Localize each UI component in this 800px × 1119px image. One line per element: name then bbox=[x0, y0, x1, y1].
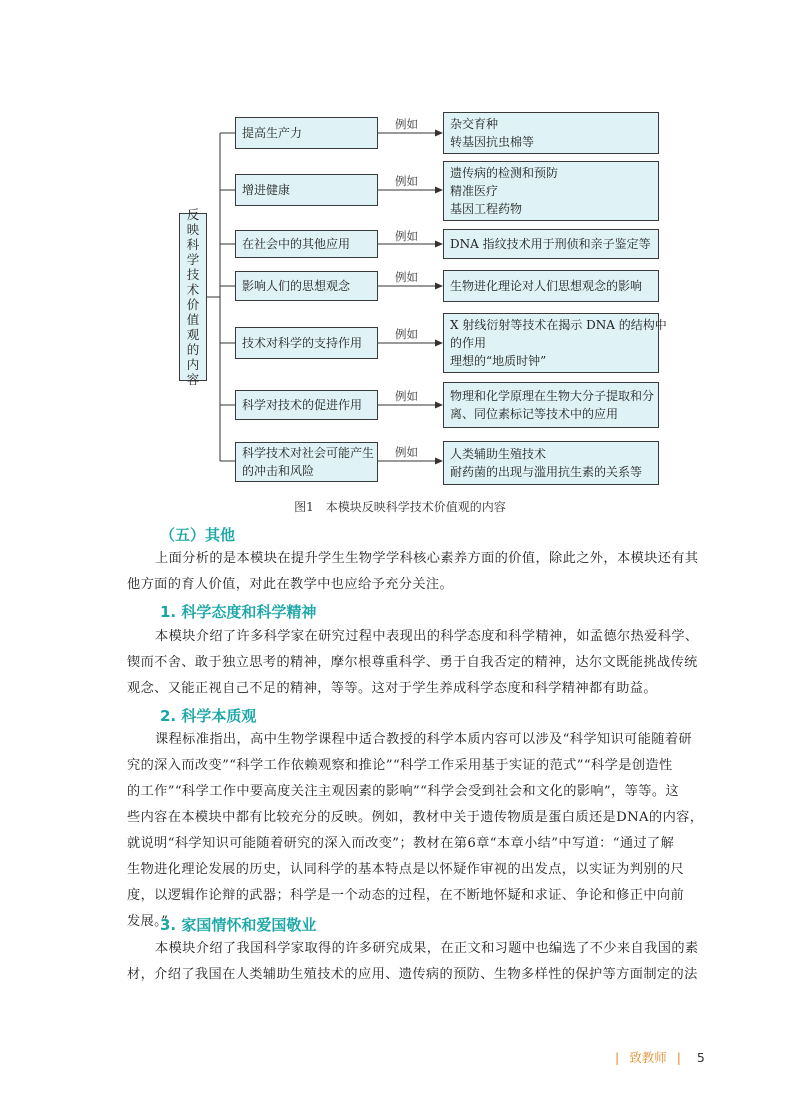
diagram-connectors bbox=[0, 0, 800, 520]
figure-caption: 图1 本模块反映科学技术价值观的内容 bbox=[294, 500, 506, 514]
paragraph-line: 上面分析的是本模块在提升学生生物学学科核心素养方面的价值，除此之外，本模块还有其 bbox=[155, 551, 699, 566]
paragraph-line: 课程标准指出，高中生物学课程中适合教授的科学本质内容可以涉及“科学知识可能随着研 bbox=[155, 732, 693, 747]
section-paragraph bbox=[127, 546, 699, 598]
paragraph-line: 就说明“科学知识可能随着研究的深入而改变”；教材在第6章“本章小结”中写道：“通过了解 bbox=[127, 836, 675, 851]
root-char: 科 bbox=[186, 237, 200, 252]
root-char: 容 bbox=[186, 372, 200, 387]
example-text: DNA 指纹技术用于刑侦和亲子鉴定等 bbox=[450, 237, 651, 251]
paragraph-line: 本模块介绍了许多科学家在研究过程中表现出的科学态度和科学精神，如孟德尔热爱科学、 bbox=[155, 629, 699, 644]
paragraph-line: 生物进化理论发展的历史，认同科学的基本特点是以怀疑作审视的出发点，以实证为判别的尺 bbox=[127, 862, 685, 877]
example-text: 转基因抗虫棉等 bbox=[450, 135, 535, 149]
example-label: 例如 bbox=[395, 174, 418, 188]
topic-text: 的冲击和风险 bbox=[242, 464, 315, 478]
paragraph-line: 锲而不舍、敢于独立思考的精神，摩尔根尊重科学、勇于自我否定的精神，达尔文既能挑战传统 bbox=[127, 655, 698, 670]
root-char: 术 bbox=[186, 282, 200, 297]
footer-divider: | bbox=[615, 1050, 620, 1065]
topic-box-thinking bbox=[235, 271, 378, 301]
paragraph-line: 发展。” bbox=[127, 914, 169, 929]
topic-box-science-promotes-tech bbox=[235, 390, 378, 420]
footer-divider: | bbox=[676, 1050, 681, 1065]
topic-box-productivity bbox=[235, 117, 378, 149]
topic-box-risks bbox=[235, 442, 378, 482]
footer bbox=[615, 1048, 705, 1066]
paragraph-line: 他方面的育人价值，对此在教学中也应给予充分关注。 bbox=[127, 577, 454, 592]
topic-box-tech-supports-science bbox=[235, 327, 378, 359]
example-label: 例如 bbox=[395, 327, 418, 341]
section-heading: 2. 科学本质观 bbox=[160, 707, 257, 725]
topic-text: 科学对技术的促进作用 bbox=[242, 398, 363, 412]
paragraph-line: 的工作”“科学工作中要高度关注主观因素的影响”“科学会受到社会和文化的影响”，等等。这 bbox=[127, 784, 680, 799]
diagram-root-box bbox=[179, 207, 207, 387]
root-char: 反 bbox=[186, 207, 200, 222]
topic-text: 提高生产力 bbox=[242, 126, 303, 140]
section-heading: （五）其他 bbox=[160, 526, 236, 544]
example-box-health bbox=[443, 161, 659, 221]
root-char: 价 bbox=[186, 297, 200, 312]
example-text: 离、同位素标记等技术中的应用 bbox=[450, 407, 619, 421]
example-text: 杂交育种 bbox=[450, 117, 499, 131]
root-char: 内 bbox=[186, 357, 200, 372]
example-text: X 射线衍射等技术在揭示 DNA 的结构中 bbox=[450, 318, 667, 332]
example-text: 理想的“地质时钟” bbox=[450, 354, 547, 368]
paragraph-line: 究的深入而改变”“科学工作依赖观察和推论”“科学工作采用基于实证的范式”“科学是创造性 bbox=[127, 758, 673, 773]
root-char: 映 bbox=[186, 222, 200, 237]
footer-label: 致教师 bbox=[629, 1050, 667, 1065]
example-text: 人类辅助生殖技术 bbox=[450, 447, 547, 461]
topic-box-social-use bbox=[235, 230, 378, 258]
topic-text: 科学技术对社会可能产生 bbox=[242, 446, 375, 460]
example-text: 生物进化理论对人们思想观念的影响 bbox=[450, 279, 643, 293]
paragraph-line: 度，以逻辑作论辩的武器；科学是一个动态的过程，在不断地怀疑和求证、争论和修正中向前 bbox=[127, 888, 685, 903]
root-char: 学 bbox=[186, 252, 200, 267]
example-box-thinking bbox=[443, 270, 659, 302]
example-text: 精准医疗 bbox=[450, 184, 499, 198]
paragraph-line: 些内容在本模块中都有比较充分的反映。例如，教材中关于遗传物质是蛋白质还是DNA的内容， bbox=[127, 810, 704, 825]
paragraph-line: 观念、又能正视自己不足的精神，等等。这对于学生养成科学态度和科学精神都有助益。 bbox=[127, 681, 657, 696]
root-char: 观 bbox=[186, 327, 200, 342]
example-label: 例如 bbox=[395, 229, 418, 243]
section-heading: 3. 家国情怀和爱国敬业 bbox=[160, 916, 317, 934]
section-paragraph bbox=[127, 727, 704, 935]
topic-text: 在社会中的其他应用 bbox=[242, 237, 351, 251]
example-label: 例如 bbox=[395, 445, 418, 459]
example-text: 的作用 bbox=[450, 336, 487, 350]
example-label: 例如 bbox=[395, 117, 418, 131]
topic-text: 技术对科学的支持作用 bbox=[242, 336, 363, 350]
example-label: 例如 bbox=[395, 270, 418, 284]
paragraph-line: 本模块介绍了我国科学家取得的许多研究成果，在正文和习题中也编选了不少来自我国的素 bbox=[155, 941, 699, 956]
example-text: 耐药菌的出现与滥用抗生素的关系等 bbox=[450, 465, 643, 479]
topic-box-health bbox=[235, 174, 378, 206]
section-paragraph bbox=[127, 624, 699, 702]
topic-text: 影响人们的思想观念 bbox=[242, 279, 351, 293]
paragraph-line: 材，介绍了我国在人类辅助生殖技术的应用、遗传病的预防、生物多样性的保护等方面制定的法 bbox=[127, 967, 698, 982]
root-char: 值 bbox=[186, 312, 200, 327]
section-paragraph bbox=[127, 936, 699, 988]
example-text: 遗传病的检测和预防 bbox=[450, 166, 559, 180]
example-label: 例如 bbox=[395, 389, 418, 403]
example-box-social-use bbox=[443, 229, 659, 259]
example-text: 基因工程药物 bbox=[450, 202, 523, 216]
page-number: 5 bbox=[696, 1050, 705, 1065]
example-box-science-promotes-tech bbox=[443, 382, 659, 428]
root-char: 的 bbox=[186, 342, 200, 357]
section-heading: 1. 科学态度和科学精神 bbox=[160, 603, 317, 621]
example-box-tech-supports-science bbox=[443, 313, 667, 373]
topic-text: 增进健康 bbox=[242, 183, 291, 197]
example-box-risks bbox=[443, 441, 659, 485]
example-text: 物理和化学原理在生物大分子提取和分 bbox=[450, 389, 655, 403]
example-box-productivity bbox=[443, 112, 659, 154]
root-char: 技 bbox=[186, 267, 200, 282]
